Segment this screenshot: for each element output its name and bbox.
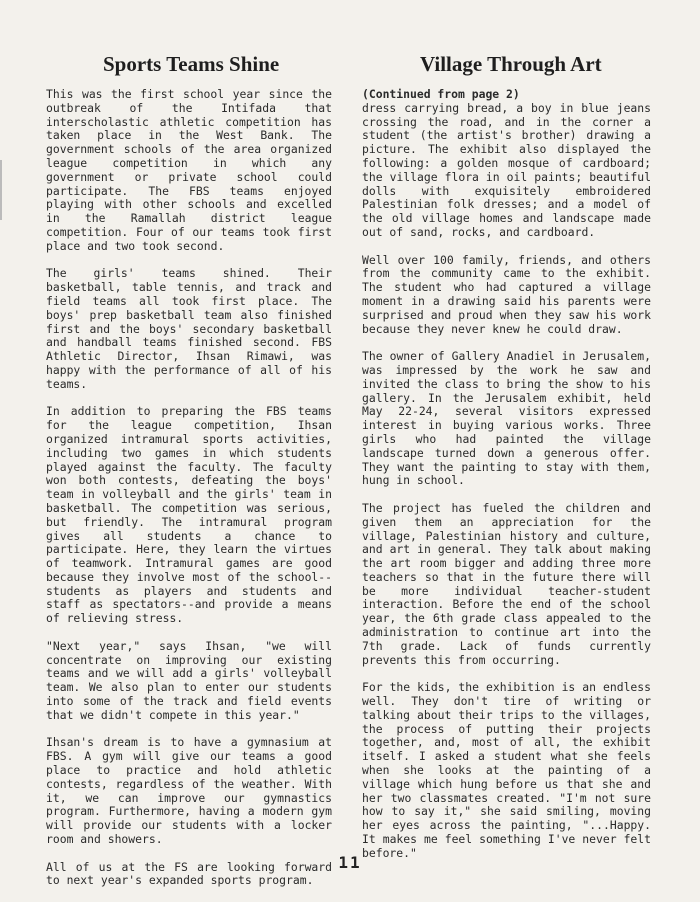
village-article-body [362, 88, 651, 874]
village-paragraph-3: The owner of Gallery Anadiel in Jerusalem, was impressed by the work he saw and invited the class to bring the show to his gallery. In the Jerusalem exhibit, held May 22-24, several visitors expressed interest in buying various works. Three girls who had painted the village landscape turned down a generous offer. They want the painting to stay with them, hung in school. [362, 349, 651, 488]
village-paragraph-4: The project has fueled the children and given them an appreciation for the village, Palestinian history and culture, and art in general. They talk about making the art room bigger and adding three more teachers so that in the future there will be more individual teacher-student interaction. Before the end of the school year, the 6th grade class appealed to the administration to continue art into the 7th grade. Lack of funds currently prevents this from occurring. [362, 500, 651, 667]
page-number: 11 [338, 853, 362, 872]
village-paragraph-5: For the kids, the exhibition is an endless well. They don't tire of writing or talking about their trips to the villages, the process of putting their projects together, and, most of all, the exhibit itself. I asked a student what she feels when she looks at the painting of a village which hung before us that she and her two classmates created. "I'm not sure how to say it," she said smiling, moving her eyes across the painting, "...Happy. It makes me feel something I've never felt before." [362, 680, 651, 860]
sports-paragraph-3: In addition to preparing the FBS teams for the league competition, Ihsan organized intramural sports activities, including two games in which students played against the faculty. The faculty won both contests, defeating the boys' team in volleyball and the girls' team in basketball. The competition was serious, but friendly. The intramural program gives all students a chance to participate. Here, they learn the virtues of teamwork. Intramural games are good because they involve most of the school--students as players and students and staff as spectators--and provide a means of relieving stress. [46, 404, 332, 626]
village-paragraph-2: Well over 100 family, friends, and others from the community came to the exhibit. The student who had captured a village moment in a drawing said his parents were surprised and proud when they saw his work because they never knew he could draw. [362, 252, 651, 336]
sports-paragraph-6: All of us at the FS are looking forward to next year's expanded sports program. [46, 859, 332, 888]
continued-note: (Continued from page 2) [362, 87, 520, 101]
scan-edge-mark [0, 160, 2, 220]
sports-article-title: Sports Teams Shine [103, 52, 280, 76]
village-article-title: Village Through Art [420, 52, 602, 76]
sports-paragraph-1: This was the first school year since the outbreak of the Intifada that interscholastic athletic competition has taken place in the West Bank. The government schools of the area organized league competition in which any government or private school could participate. The FBS teams enjoyed playing with other schools and excelled in the Ramallah district league competition. Four of our teams took first place and two took second. [46, 87, 332, 253]
village-paragraph-1: dress carrying bread, a boy in blue jeans crossing the road, and in the corner a student (the artist's brother) drawing a picture. The exhibit also displayed the following: a golden mosque of cardboard; the village flora in oil paints; beautiful dolls with exquisitely embroidered Palestinian folk dresses; and a model of the old village homes and landscape made out of sand, rocks, and cardboard. [362, 100, 651, 239]
sports-paragraph-4: "Next year," says Ihsan, "we will concentrate on improving our existing teams and we will add a girls' volleyball team. We also plan to enter our students into some of the track and field events that we didn't compete in this year." [46, 638, 332, 722]
sports-article-body [46, 88, 332, 902]
sports-paragraph-5: Ihsan's dream is to have a gymnasium at FBS. A gym will give our teams a good place to practice and hold athletic contests, regardless of the weather. With it, we can improve our gymnastics program. Furthermore, having a modern gym will provide our students with a locker room and showers. [46, 735, 332, 847]
sports-paragraph-2: The girls' teams shined. Their basketball, table tennis, and track and field teams all took first place. The boys' prep basketball team also finished first and the boys' secondary basketball and handball teams finished second. FBS Athletic Director, Ihsan Rimawi, was happy with the performance of all of his teams. [46, 266, 332, 391]
